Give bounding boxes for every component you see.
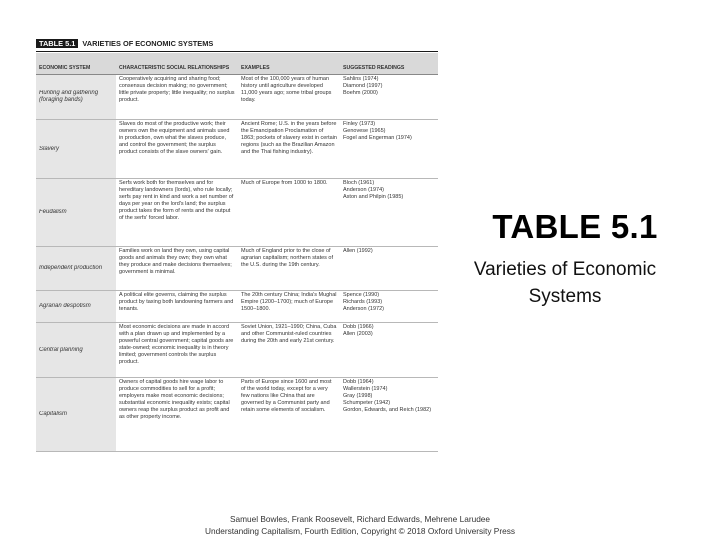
examples-cell: [238, 291, 340, 323]
economic-systems-table: [36, 53, 438, 452]
table-caption-number: TABLE 5.1: [36, 39, 78, 48]
examples-cell: [238, 378, 340, 452]
system-cell-text: Feudalism: [39, 209, 67, 216]
system-cell: [36, 120, 116, 179]
readings-cell-text: Bloch (1961) Anderson (1974) Aston and Philpin (1985): [343, 180, 404, 200]
system-cell-text: Slavery: [39, 145, 60, 152]
table-caption: [36, 36, 438, 52]
readings-cell-text: Sahlins (1974) Diamond (1997) Boehm (2000): [343, 76, 383, 96]
relationships-cell: [116, 323, 238, 378]
table-row: [36, 323, 438, 378]
readings-cell: [340, 291, 438, 323]
table-row: [36, 75, 438, 120]
relationships-cell-text: Families work on land they own, using capital goods and animals they own; they own what they produce and make decisions themselves; government is minimal.: [119, 248, 232, 275]
citation-footer: [0, 513, 720, 537]
relationships-cell-text: Cooperatively acquiring and sharing food; consensus decision making; no government; little private property; little inequality; no surplus product.: [119, 76, 235, 103]
readings-cell: [340, 378, 438, 452]
column-header: EXAMPLES: [238, 53, 340, 75]
readings-cell-text: Allen (1992): [343, 248, 373, 254]
table-header-row: [36, 53, 438, 75]
readings-cell-text: Spence (1990) Richards (1993) Anderson (1972): [343, 292, 384, 312]
table-row: [36, 179, 438, 247]
footer-authors: Samuel Bowles, Frank Roosevelt, Richard Edwards, Mehrene Larudee: [229, 514, 491, 524]
readings-cell-text: Dobb (1964) Wallerstein (1974) Gray (1998) Schumpeter (1942) Gordon, Edwards, and Reich (1982): [343, 379, 432, 413]
footer-source: Understanding Capitalism, Fourth Edition, Copyright © 2018 Oxford University Press: [204, 526, 515, 536]
system-cell-text: Agrarian despotism: [39, 303, 91, 310]
readings-cell-text: Finley (1973) Genovese (1965) Fogel and Engerman (1974): [343, 121, 412, 141]
relationships-cell-text: Serfs work both for themselves and for hereditary landowners (lords), who rule locally; serfs pay rent in kind and work a set number of days per year on the lord's land; the surplus product takes the form of rents and the output of the serfs' forced labor.: [119, 180, 234, 221]
examples-cell-text: Much of Europe from 1000 to 1800.: [241, 180, 328, 186]
examples-cell: [238, 179, 340, 247]
column-header: SUGGESTED READINGS: [340, 53, 438, 75]
table-caption-title: VARIETIES OF ECONOMIC SYSTEMS: [82, 39, 214, 48]
system-cell: [36, 247, 116, 291]
relationships-cell-text: Owners of capital goods hire wage labor to produce commodities to sell for a profit; employers make most economic decisions; substantial economic inequality exists; capital owners reap the surplus product as profit and as other property income.: [119, 379, 230, 420]
table-row: [36, 378, 438, 452]
system-cell-text: Central planning: [39, 346, 83, 353]
examples-cell-text: Most of the 100,000 years of human history until agriculture developed 11,000 years ago; some tribal groups today.: [241, 76, 332, 103]
slide-title: TABLE 5.1: [492, 208, 658, 245]
examples-cell: [238, 75, 340, 120]
readings-cell: [340, 247, 438, 291]
system-cell: [36, 75, 116, 120]
readings-cell: [340, 323, 438, 378]
relationships-cell: [116, 291, 238, 323]
system-cell: [36, 179, 116, 247]
examples-cell: [238, 120, 340, 179]
table-row: [36, 291, 438, 323]
examples-cell-text: Parts of Europe since 1600 and most of the world today, except for a very few nations like China that are governed by a Communist party and retain some elements of socialism.: [241, 379, 332, 413]
relationships-cell: [116, 247, 238, 291]
relationships-cell-text: Slaves do most of the productive work; their owners own the equipment and animals used in production, own what the slaves produce, and control the government; the surplus product consists of the slave owners' gain.: [119, 121, 230, 155]
relationships-cell-text: A political elite governs, claiming the surplus product by taxing both landowning farmers and tenants.: [119, 292, 234, 312]
column-header: CHARACTERISTIC SOCIAL RELATIONSHIPS: [116, 53, 238, 75]
examples-cell-text: The 20th century China; India's Mughal Empire (1200–1700); much of Europe 1500–1800.: [241, 292, 337, 312]
system-cell: [36, 323, 116, 378]
readings-cell: [340, 120, 438, 179]
relationships-cell: [116, 179, 238, 247]
slide-subtitle: Varieties of Economic Systems: [473, 259, 657, 307]
economic-systems-table-figure: [36, 36, 438, 471]
readings-cell: [340, 179, 438, 247]
system-cell: [36, 378, 116, 452]
relationships-cell: [116, 75, 238, 120]
examples-cell: [238, 323, 340, 378]
system-cell: [36, 291, 116, 323]
relationships-cell: [116, 378, 238, 452]
column-header: ECONOMIC SYSTEM: [36, 53, 116, 75]
examples-cell: [238, 247, 340, 291]
readings-cell: [340, 75, 438, 120]
system-cell-text: Independent production: [39, 265, 103, 272]
readings-cell-text: Dobb (1966) Allen (2003): [343, 324, 374, 337]
examples-cell-text: Much of England prior to the close of agrarian capitalism; northern states of the U.S. during the 19th century.: [241, 248, 334, 268]
system-cell-text: Capitalism: [39, 411, 68, 418]
table-row: [36, 120, 438, 179]
relationships-cell-text: Most economic decisions are made in accord with a plan drawn up and implemented by a powerful central government; capital goods are state-owned; economic inequality is in theory limited; government controls the surplus product.: [119, 324, 234, 365]
system-cell-text: Hunting and gathering (foraging bands): [39, 90, 99, 103]
table-row: [36, 247, 438, 291]
relationships-cell: [116, 120, 238, 179]
examples-cell-text: Soviet Union, 1921–1990; China, Cuba and other Communist-ruled countries during the 20th and early 21st century.: [241, 324, 337, 344]
examples-cell-text: Ancient Rome; U.S. in the years before the Emancipation Proclamation of 1863; pockets of slavery exist in certain regions (such as the Brazilian Amazon and the Thai fishing industry).: [241, 121, 337, 155]
